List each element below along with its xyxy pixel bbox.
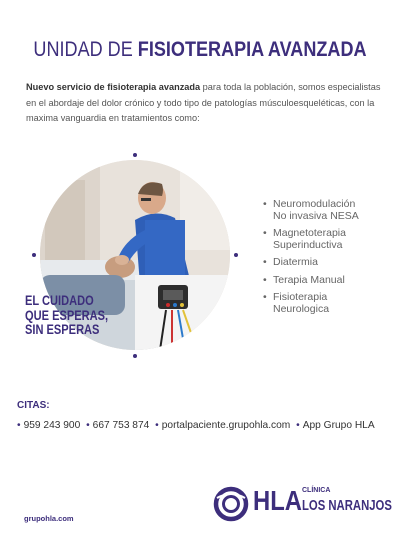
logo-mark-icon: [213, 486, 249, 522]
service-item: [263, 275, 393, 287]
service-line: • Diatermia: [273, 256, 318, 268]
slogan-line: QUE ESPERAS,: [25, 307, 109, 323]
decor-dot: [133, 153, 137, 157]
title-bold: FISIOTERAPIA AVANZADA: [137, 38, 367, 61]
service-line: • Magnetoterapia: [273, 227, 346, 239]
decor-dot: [133, 354, 137, 358]
service-line: Neurologica: [273, 302, 330, 315]
decor-dot: [234, 253, 238, 257]
website-link[interactable]: grupohla.com: [24, 514, 74, 523]
contact-line: • 959 243 900 • 667 753 874 • portalpaciente.grupohla.com • App Grupo HLA: [17, 420, 375, 431]
service-line: • Fisioterapia: [273, 291, 328, 303]
page-title: [28, 38, 372, 62]
intro-bold: Nuevo servicio de fisioterapia avanzada: [26, 82, 201, 92]
service-item: [263, 257, 393, 269]
service-line: • Terapia Manual: [273, 273, 345, 286]
logo-brand: HLA: [253, 485, 302, 516]
service-line: • Neuromodulación: [273, 198, 356, 210]
portal-link[interactable]: portalpaciente.grupohla.com: [161, 420, 291, 431]
services-list: [263, 199, 393, 321]
decor-dot: [32, 253, 36, 257]
service-line: No invasiva NESA: [273, 209, 359, 222]
logo-name: LOS NARANJOS: [302, 498, 392, 514]
clinic-logo: [213, 485, 392, 523]
service-line: Superinductiva: [273, 238, 343, 251]
app-name: App Grupo HLA: [302, 420, 375, 431]
slogan-line: EL CUIDADO: [25, 293, 94, 308]
phone-2[interactable]: 667 753 874: [92, 420, 150, 431]
slogan: [25, 294, 132, 338]
slogan-line: SIN ESPERAS: [25, 322, 100, 337]
phone-1[interactable]: 959 243 900: [23, 420, 81, 431]
service-item: [263, 228, 393, 251]
citas-label: CITAS:: [17, 400, 50, 411]
service-item: [263, 199, 393, 222]
service-item: [263, 292, 393, 315]
logo-clinica: CLÍNICA: [302, 487, 331, 494]
intro-text: para toda la población, somos especialistas en el abordaje del dolor crónico y todo tipo de patologías músculoesqueléticas, con la maxima vanguardia en tratamientos como:: [26, 82, 381, 123]
title-light: UNIDAD DE: [33, 38, 133, 61]
intro-paragraph: [26, 80, 381, 127]
